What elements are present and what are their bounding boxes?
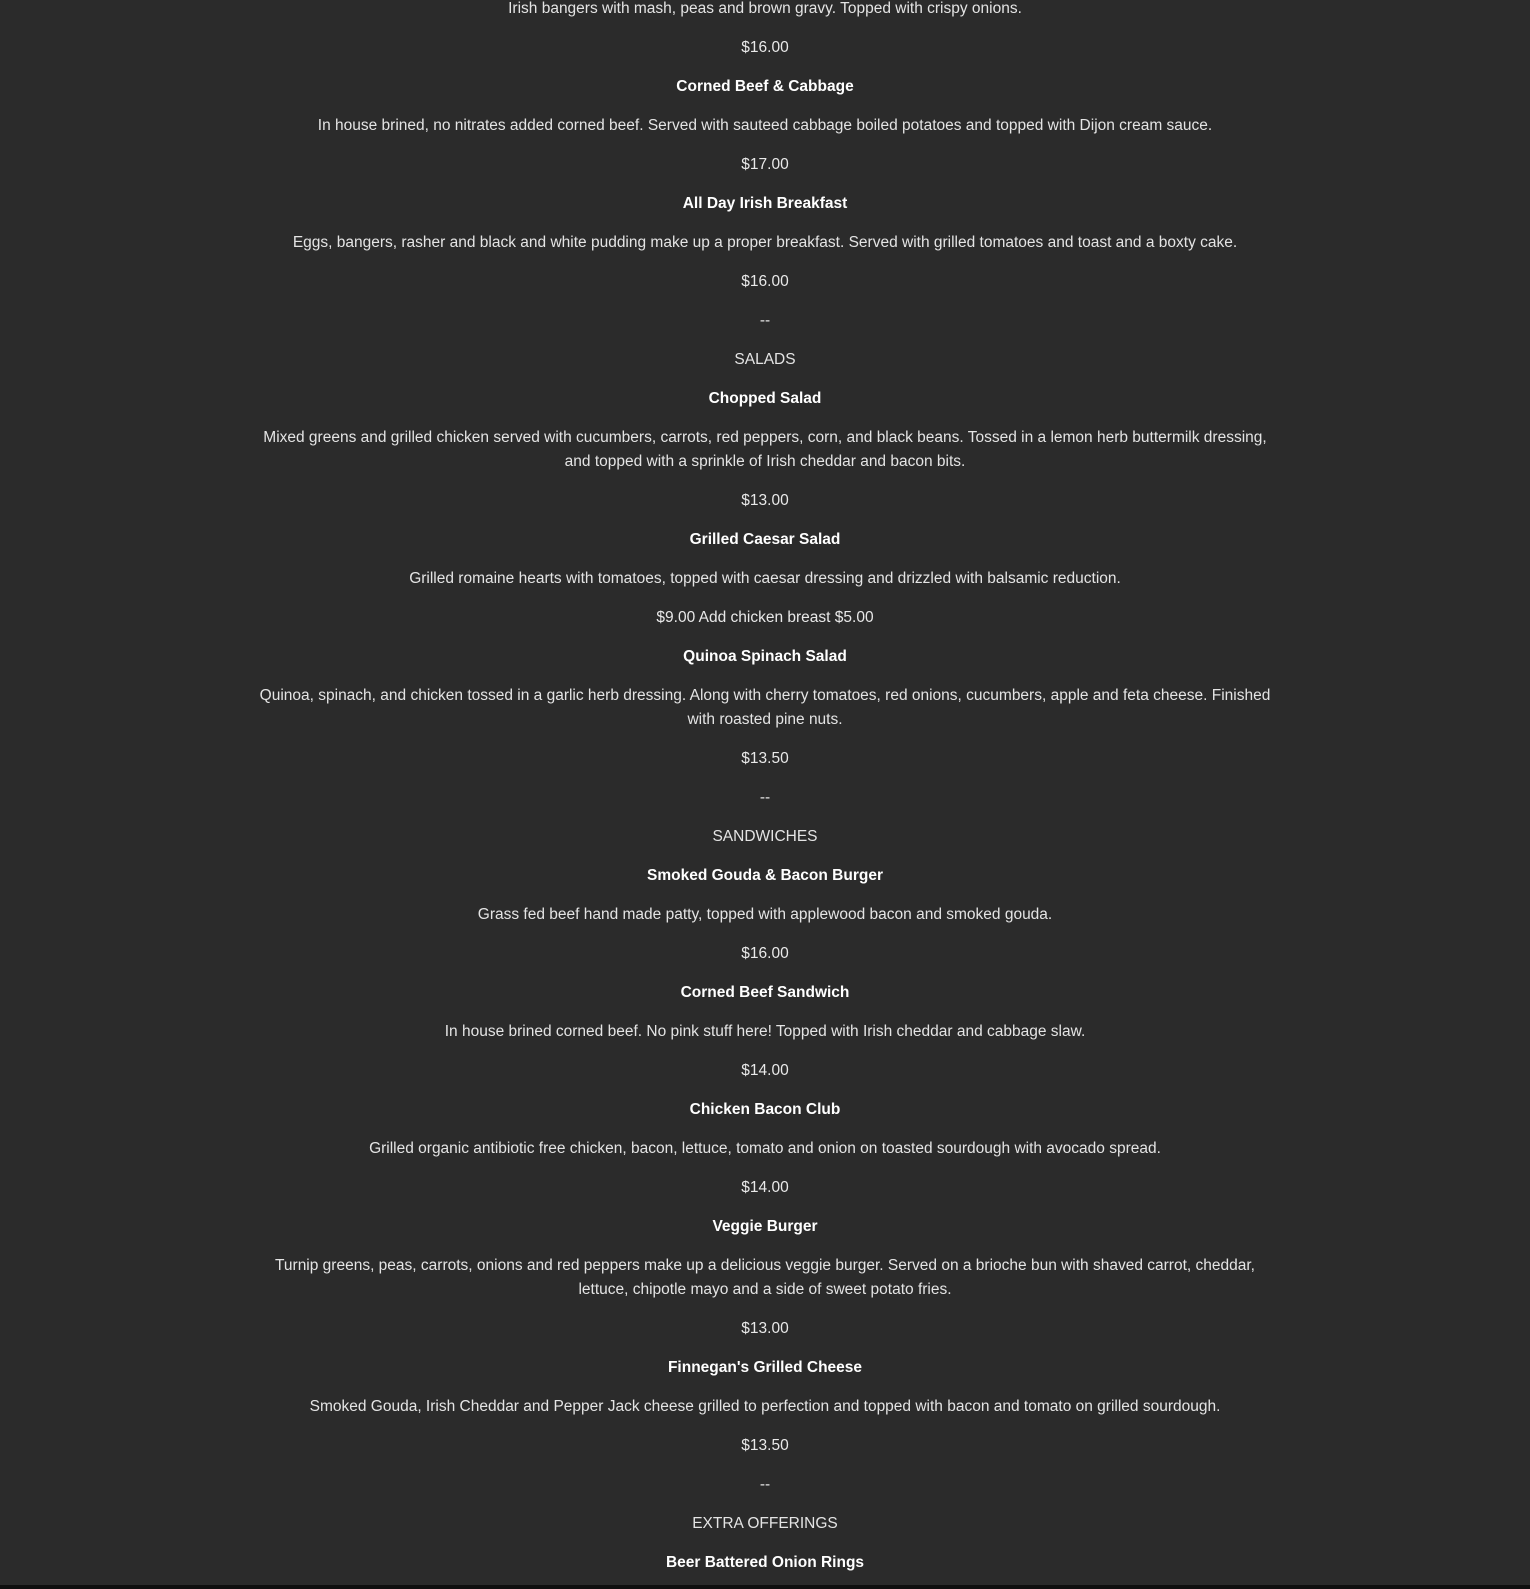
item-price: $14.00 (741, 1062, 789, 1079)
section-heading: EXTRA OFFERINGS (692, 1515, 838, 1532)
item-description: Smoked Gouda, Irish Cheddar and Pepper Jack cheese grilled to perfection and topped with bacon and tomato on grilled sourdough. (309, 1398, 1221, 1415)
item-name: Corned Beef Sandwich (680, 984, 850, 1001)
item-name: Corned Beef & Cabbage (676, 78, 854, 95)
section-divider: -- (759, 789, 771, 806)
item-name: Smoked Gouda & Bacon Burger (647, 867, 883, 884)
section-divider: -- (759, 1476, 771, 1493)
section-heading: SANDWICHES (712, 828, 818, 845)
item-price: $16.00 (741, 39, 789, 56)
item-name: Grilled Caesar Salad (689, 531, 841, 548)
item-price: $13.50 (741, 750, 789, 767)
item-name: Chopped Salad (708, 390, 822, 407)
item-price: $13.00 (741, 492, 789, 509)
section-divider: -- (759, 312, 771, 329)
item-description: Quinoa, spinach, and chicken tossed in a garlic herb dressing. Along with cherry tomatoes, red onions, cucumbers, apple and feta cheese. Finished with roasted pine nuts. (259, 687, 1271, 728)
item-description: Irish bangers with mash, peas and brown gravy. Topped with crispy onions. (508, 0, 1022, 17)
item-price: $14.00 (741, 1179, 789, 1196)
item-description: Grilled romaine hearts with tomatoes, topped with caesar dressing and drizzled with balsamic reduction. (409, 570, 1121, 587)
item-description: Grilled organic antibiotic free chicken, bacon, lettuce, tomato and onion on toasted sourdough with avocado spread. (369, 1140, 1161, 1157)
item-description: In house brined corned beef. No pink stuff here! Topped with Irish cheddar and cabbage slaw. (444, 1023, 1086, 1040)
item-description: Turnip greens, peas, carrots, onions and red peppers make up a delicious veggie burger. Served on a brioche bun with shaved carrot, cheddar, lettuce, chipotle mayo and a side of sweet potato fries. (275, 1257, 1255, 1298)
item-price: $16.00 (741, 945, 789, 962)
item-description: Grass fed beef hand made patty, topped with applewood bacon and smoked gouda. (477, 906, 1053, 923)
item-description: Mixed greens and grilled chicken served with cucumbers, carrots, red peppers, corn, and black beans. Tossed in a lemon herb buttermilk dressing, and topped with a sprinkle of Irish cheddar and bacon bits. (263, 429, 1267, 470)
item-description: Eggs, bangers, rasher and black and white pudding make up a proper breakfast. Served with grilled tomatoes and toast and a boxty cake. (292, 234, 1238, 251)
menu-items (250, 75, 1280, 1575)
item-price: $9.00 Add chicken breast $5.00 (656, 609, 874, 626)
item-name: Veggie Burger (712, 1218, 818, 1235)
item-name: Chicken Bacon Club (689, 1101, 841, 1118)
item-description: In house brined, no nitrates added corned beef. Served with sauteed cabbage boiled potatoes and topped with Dijon cream sauce. (317, 117, 1213, 134)
item-name: Beer Battered Onion Rings (665, 1554, 865, 1571)
item-name: Finnegan's Grilled Cheese (667, 1359, 863, 1376)
menu-content (250, 0, 1280, 1575)
item-name: Quinoa Spinach Salad (683, 648, 847, 665)
item-name: All Day Irish Breakfast (682, 195, 848, 212)
item-price: $13.50 (741, 1437, 789, 1454)
item-price: $17.00 (741, 156, 789, 173)
section-heading: SALADS (734, 351, 796, 368)
item-price: $16.00 (741, 273, 789, 290)
item-price: $13.00 (741, 1320, 789, 1337)
